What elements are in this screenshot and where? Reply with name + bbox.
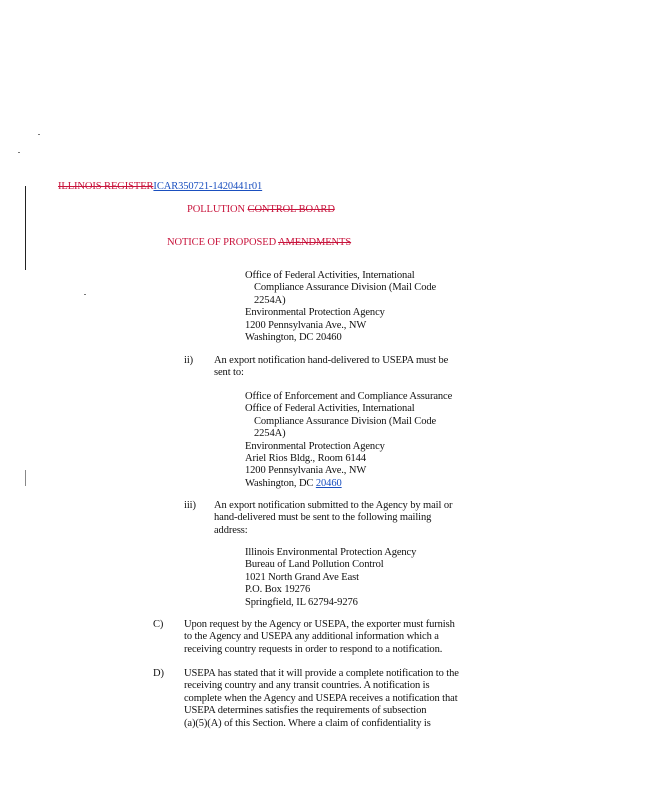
item-ii-text <box>214 355 448 380</box>
paragraph-line: address: <box>214 524 248 536</box>
item-iii-text <box>214 500 452 537</box>
address-line: Compliance Assurance Division (Mail Code <box>254 415 437 427</box>
address-line: Bureau of Land Pollution Control <box>245 559 384 571</box>
scan-speck <box>84 294 86 295</box>
item-c-text <box>184 619 455 656</box>
item-d-text <box>184 668 459 730</box>
address-line: Environmental Protection Agency <box>245 307 385 319</box>
register-inserted-text: ICAR350721-1420441r01 <box>153 181 263 192</box>
board-header <box>187 204 335 216</box>
address-line: 1200 Pennsylvania Ave., NW <box>245 465 367 477</box>
address-zip-inserted: 20460 <box>315 477 342 489</box>
paragraph-line: receiving country and any transit countries. A notification is <box>184 680 430 692</box>
item-d-marker: D) <box>153 668 164 679</box>
paragraph-line: complete when the Agency and USEPA receives a notification that <box>184 692 458 704</box>
address-line: 1021 North Grand Ave East <box>245 571 359 583</box>
register-struck-text: ILLINOIS REGISTER <box>58 181 154 192</box>
paragraph-line: hand-delivered must be sent to the following mailing <box>214 512 432 524</box>
address-line: Springfield, IL 62794-9276 <box>245 596 358 608</box>
address-line: Compliance Assurance Division (Mail Code <box>254 282 437 294</box>
address-line: P.O. Box 19276 <box>245 584 311 596</box>
paragraph-line: An export notification submitted to the Agency by mail or <box>214 500 453 511</box>
register-header <box>58 181 262 193</box>
change-bar-mid <box>25 470 26 486</box>
address-line: Washington, DC 20460 <box>245 332 342 344</box>
address-line-last <box>245 478 452 490</box>
paragraph-line: An export notification hand-delivered to USEPA must be <box>214 355 449 366</box>
board-struck-text: CONTROL BOARD <box>247 204 335 215</box>
address-block-2 <box>245 391 452 490</box>
item-c-marker: C) <box>153 619 164 630</box>
change-bar-top <box>25 186 26 270</box>
notice-struck-text: AMENDMENTS <box>278 237 352 248</box>
paragraph-line: sent to: <box>214 367 244 379</box>
address-line: 2254A) <box>254 294 286 306</box>
item-ii-marker: ii) <box>184 355 194 366</box>
item-iii-marker: iii) <box>184 500 196 511</box>
paragraph-line: USEPA determines satisfies the requirements of subsection <box>184 705 427 717</box>
address-block-1 <box>245 270 436 344</box>
notice-header <box>167 237 351 249</box>
address-line: 2254A) <box>254 428 286 440</box>
address-line: Office of Federal Activities, International <box>245 270 415 281</box>
paragraph-line: USEPA has stated that it will provide a complete notification to the <box>184 668 459 679</box>
address-line: Environmental Protection Agency <box>245 440 385 452</box>
address-line: Office of Enforcement and Compliance Assurance <box>245 391 453 402</box>
paragraph-line: (a)(5)(A) of this Section. Where a claim of confidentiality is <box>184 717 431 729</box>
address-line: Ariel Rios Bldg., Room 6144 <box>245 453 366 465</box>
address-block-3 <box>245 547 416 609</box>
scan-speck <box>18 152 20 153</box>
address-line: Illinois Environmental Protection Agency <box>245 547 417 558</box>
address-city: Washington, DC <box>245 477 316 489</box>
notice-plain-text: NOTICE OF PROPOSED <box>167 237 278 248</box>
address-line: Office of Federal Activities, International <box>245 403 415 415</box>
scan-speck <box>38 134 40 135</box>
paragraph-line: to the Agency and USEPA any additional information which a <box>184 631 439 643</box>
address-line: 1200 Pennsylvania Ave., NW <box>245 319 367 331</box>
board-plain-text: POLLUTION <box>187 204 248 215</box>
paragraph-line: receiving country requests in order to respond to a notification. <box>184 643 443 655</box>
paragraph-line: Upon request by the Agency or USEPA, the exporter must furnish <box>184 619 455 630</box>
